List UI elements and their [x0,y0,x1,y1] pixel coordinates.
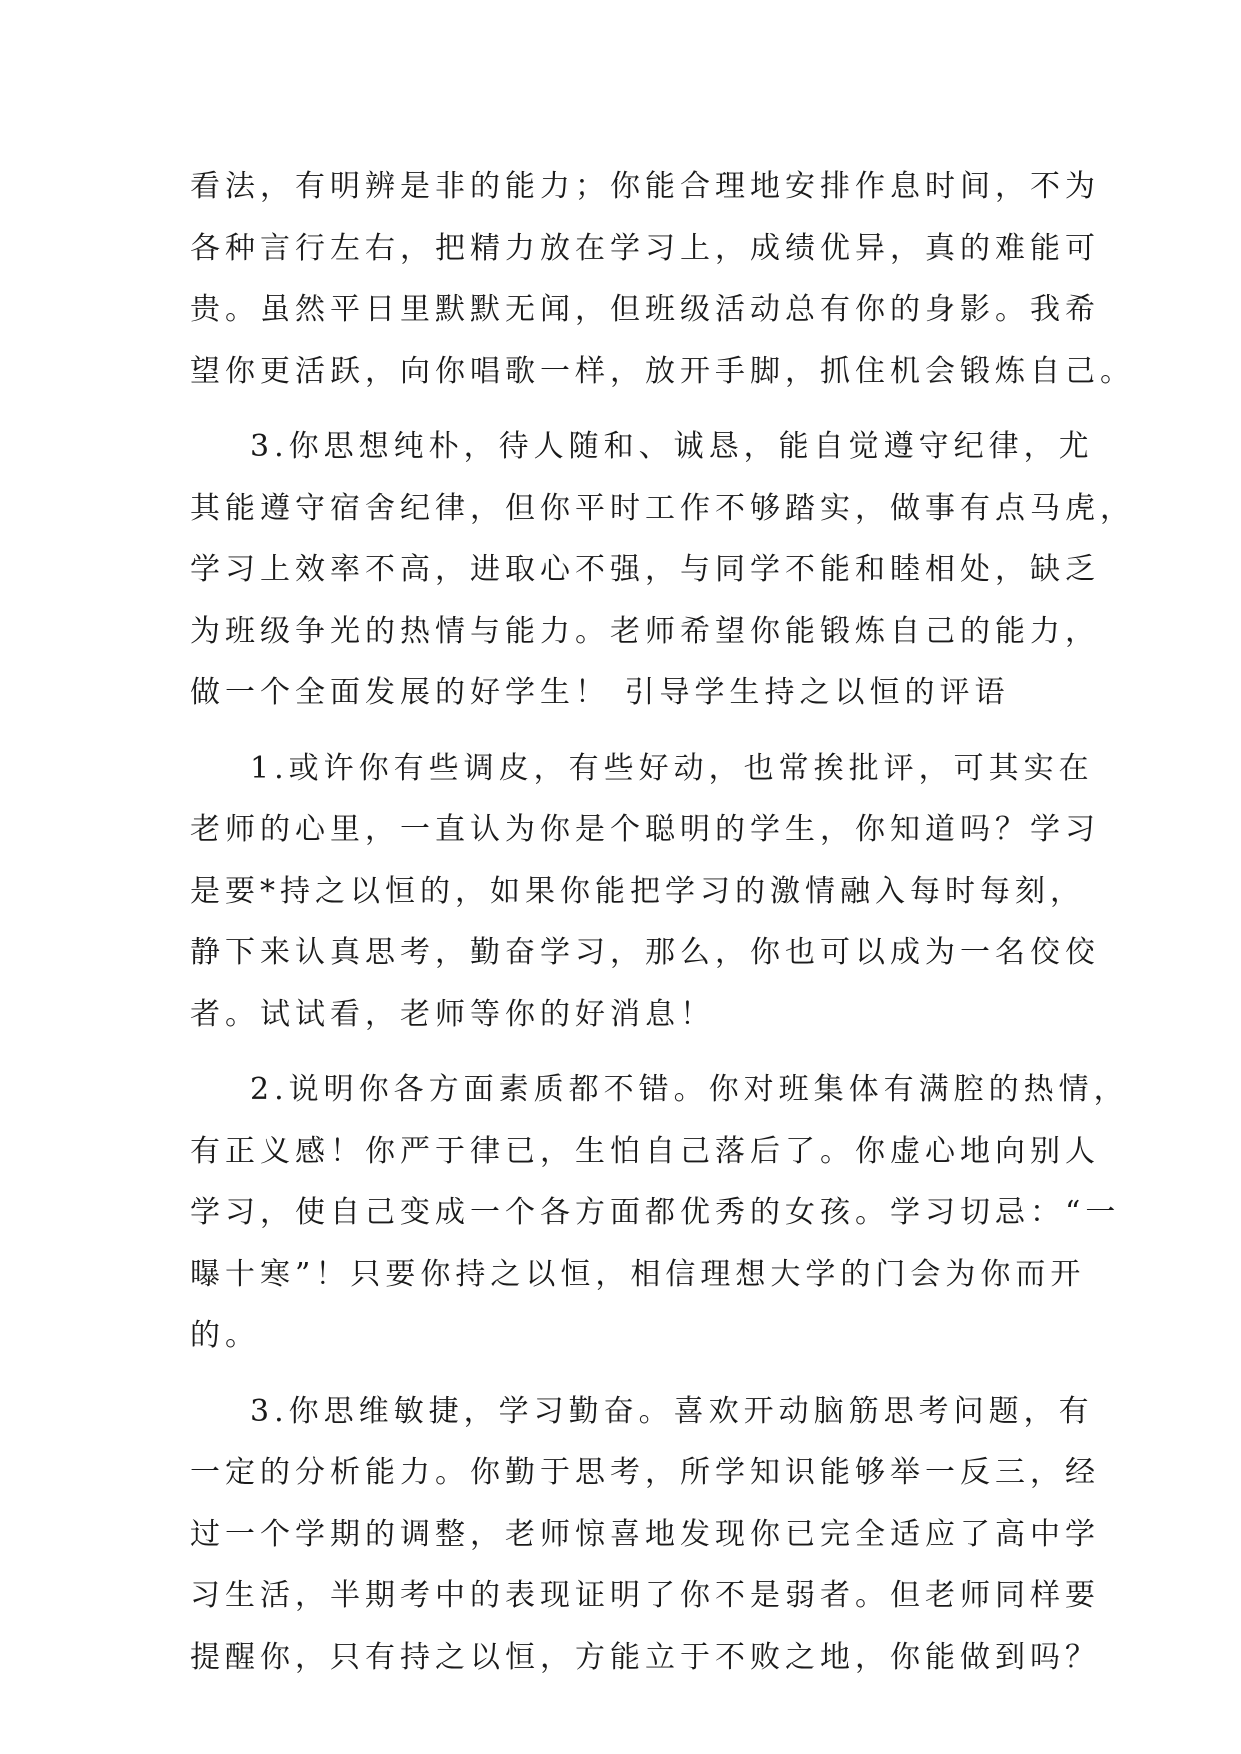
text-line: 曝十寒”！只要你持之以恒，相信理想大学的门会为你而开 [190,1256,1086,1292]
document-body [190,156,1135,1688]
text-line: 提醒你，只有持之以恒，方能立于不败之地，你能做到吗？ [190,1639,1100,1675]
text-line: 者。试试看，老师等你的好消息！ [190,996,715,1032]
text-line: 为班级争光的热情与能力。老师希望你能锻炼自己的能力， [190,613,1100,649]
text-line: 习生活，半期考中的表现证明了你不是弱者。但老师同样要 [190,1578,1100,1613]
text-line: 老师的心里，一直认为你是个聪明的学生，你知道吗？学习 [190,812,1100,847]
text-line: 学习上效率不高，进取心不强，与同学不能和睦相处，缺乏 [190,552,1100,587]
text-line: 看法，有明辨是非的能力；你能合理地安排作息时间，不为 [190,169,1100,204]
paragraph-start-line: 3.你思维敏捷，学习勤奋。喜欢开动脑筋思考问题，有 [250,1393,1094,1429]
text-line: 有正义感！你严于律已，生怕自己落后了。你虚心地向别人 [190,1133,1100,1169]
text-line: 其能遵守宿舍纪律，但你平时工作不够踏实，做事有点马虎， [190,490,1135,526]
paragraph-start-line: 3.你思想纯朴，待人随和、诚恳，能自觉遵守纪律，尤 [250,429,1094,464]
text-line: 过一个学期的调整，老师惊喜地发现你已完全适应了高中学 [190,1516,1100,1552]
text-line: 贵。虽然平日里默默无闻，但班级活动总有你的身影。我希 [190,292,1100,327]
text-line: 是要*持之以恒的，如果你能把学习的激情融入每时每刻， [190,873,1085,909]
text-line: 一定的分析能力。你勤于思考，所学知识能够举一反三，经 [190,1455,1100,1490]
text-line: 学习，使自己变成一个各方面都优秀的女孩。学习切忌：“一 [190,1195,1121,1230]
text-line: 望你更活跃，向你唱歌一样，放开手脚，抓住机会锻炼自己。 [190,353,1135,389]
paragraph-start-line: 1.或许你有些调皮，有些好动，也常挨批评，可其实在 [250,750,1094,786]
text-line: 各种言行左右，把精力放在学习上，成绩优异，真的难能可 [190,230,1100,266]
text-line: 做一个全面发展的好学生！ 引导学生持之以恒的评语 [190,675,1010,710]
text-line: 静下来认真思考，勤奋学习，那么，你也可以成为一名佼佼 [190,935,1100,970]
text-line: 的。 [190,1318,260,1353]
paragraph-start-line: 2.说明你各方面素质都不错。你对班集体有满腔的热情， [250,1072,1129,1107]
